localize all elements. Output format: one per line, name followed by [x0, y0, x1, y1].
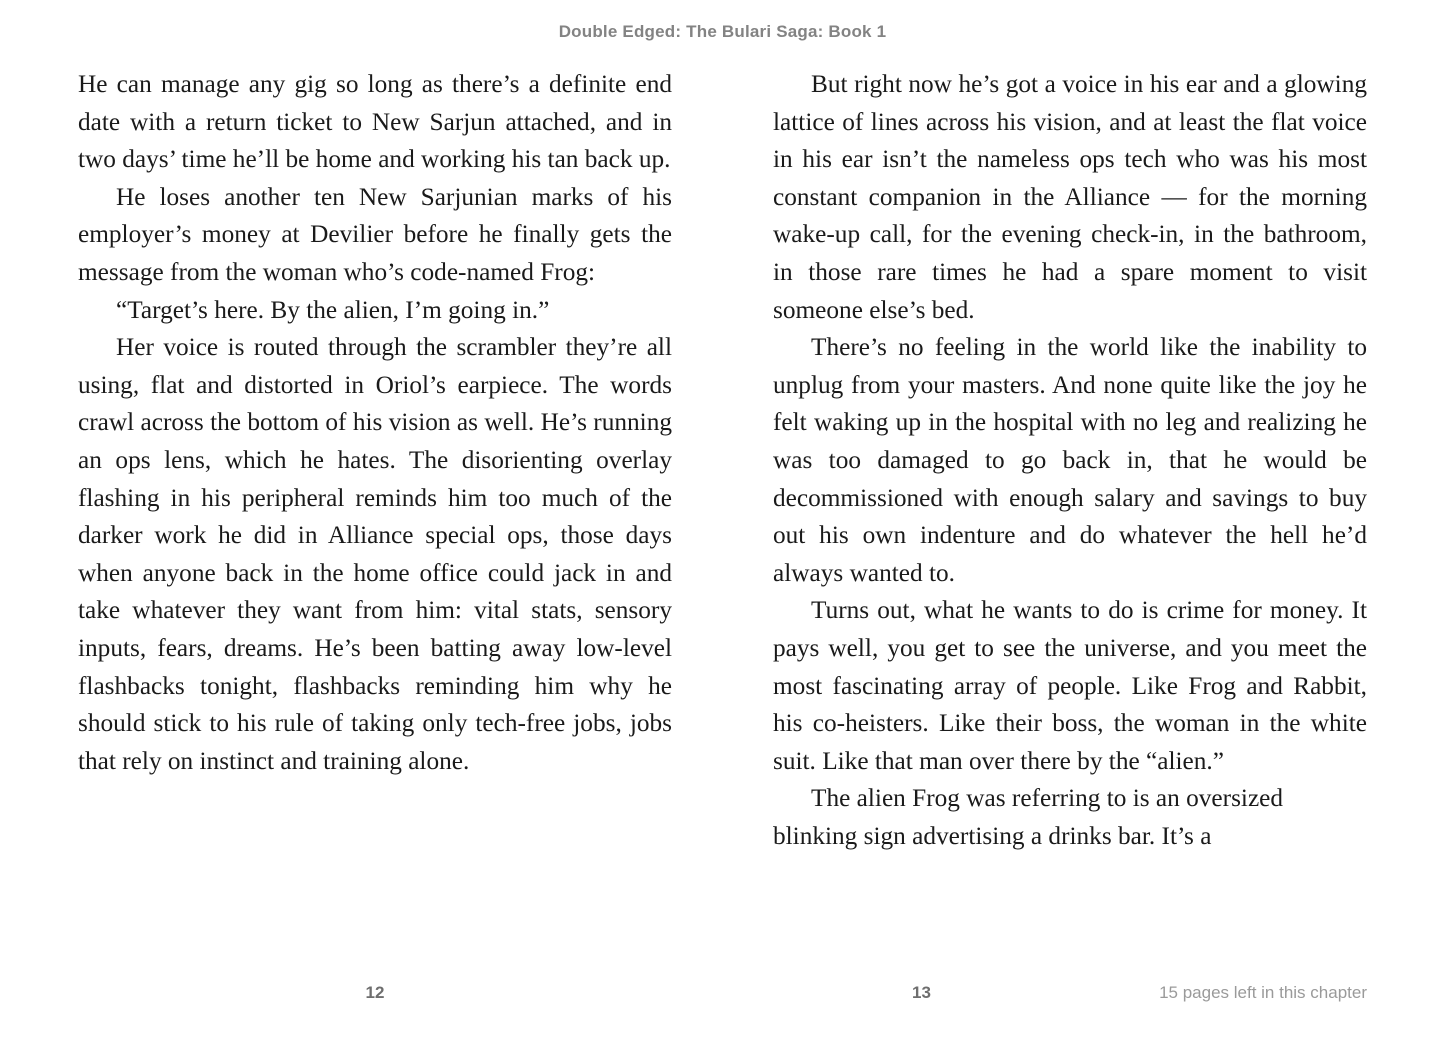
page-body [78, 66, 1367, 946]
footer-right [773, 983, 1367, 1003]
text-column-left [78, 66, 672, 946]
page-number-left: 12 [365, 983, 385, 1002]
paragraph: Turns out, what he wants to do is crime for money. It pays well, you get to see the universe, and you meet the most fascinating array of people. Like Frog and Rabbit, his co-heisters. Like their boss, the woman in the white suit. Like that man over there by the “alien.” [773, 596, 1367, 775]
paragraph-continued: The alien Frog was referring to is an oversized blinking sign advertising a drinks bar. It’s a [773, 784, 1284, 850]
paragraph: But right now he’s got a voice in his ear and a glowing lattice of lines across his vision, and at least the flat voice in his ear isn’t the nameless ops tech who was his most constant companion in the Alliance — for the morning wake-up call, for the evening check-in, in the bathroom, in those rare times he had a spare moment to visit someone else’s bed. [773, 70, 1367, 324]
paragraph: He can manage any gig so long as there’s a definite end date with a return ticket to New Sarjun attached, and in two days’ time he’ll be home and working his tan back up. [78, 70, 672, 174]
text-column-right [773, 66, 1367, 946]
running-header: Double Edged: The Bulari Saga: Book 1 [558, 22, 887, 41]
footer-left [78, 983, 672, 1003]
paragraph: There’s no feeling in the world like the inability to unplug from your masters. And none quite like the joy he felt waking up in the hospital with no leg and realizing he was too damaged to go back in, that he would be decommissioned with enough salary and savings to buy out his own indenture and do whatever the hell he’d always wanted to. [773, 333, 1367, 587]
page-footer [0, 983, 1445, 1053]
page-number-right: 13 [912, 983, 931, 1002]
paragraph: He loses another ten New Sarjunian marks of his employer’s money at Devilier before he finally gets the message from the woman who’s code-named Frog: [78, 182, 672, 286]
paragraph-dialogue: “Target’s here. By the alien, I’m going in.” [116, 295, 550, 324]
chapter-progress-label: 15 pages left in this chapter [1159, 983, 1367, 1002]
paragraph: Her voice is routed through the scrambler they’re all using, flat and distorted in Oriol’s earpiece. The words crawl across the bottom of his vision as well. He’s running an ops lens, which he hates. The disorienting overlay flashing in his peripheral reminds him too much of the darker work he did in Alliance special ops, those days when anyone back in the home office could jack in and take whatever they want from him: vital stats, sensory inputs, fears, dreams. He’s been batting away low-level flashbacks tonight, flashbacks reminding him why he should stick to his rule of taking only tech-free jobs, jobs that rely on instinct and training alone. [78, 333, 672, 775]
